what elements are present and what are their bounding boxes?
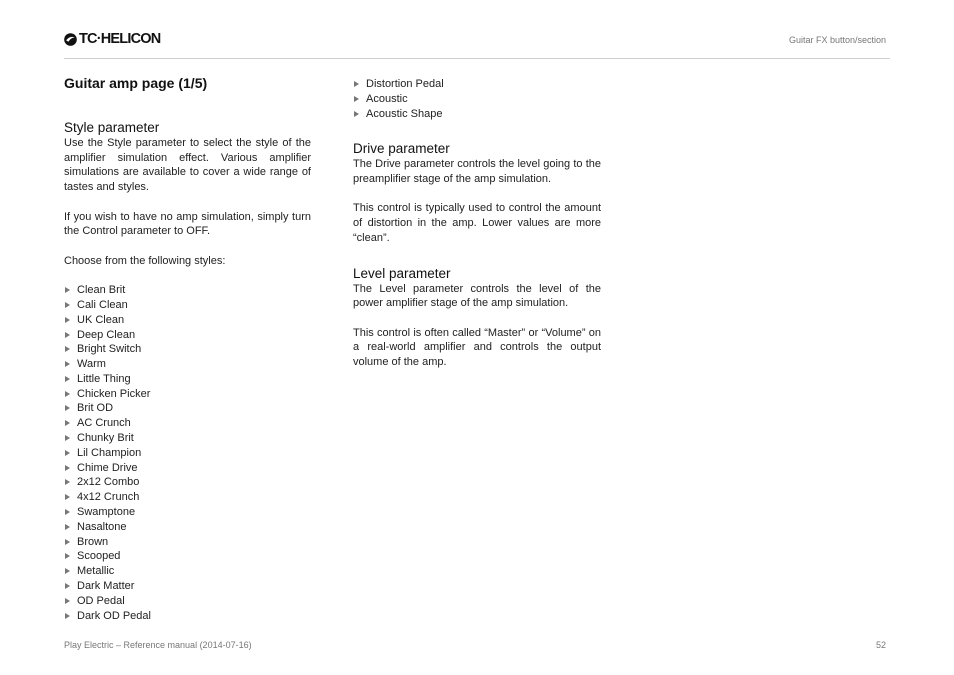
bullet-triangle-icon bbox=[65, 317, 70, 323]
level-paragraph-1: The Level parameter controls the level of the power amplifier stage of the amp simulation. bbox=[353, 282, 601, 310]
bullet-triangle-icon bbox=[354, 96, 359, 102]
bullet-triangle-icon bbox=[65, 568, 70, 574]
list-item-label: Chicken Picker bbox=[77, 387, 151, 400]
list-item-label: Brit OD bbox=[77, 402, 114, 415]
brand-logo bbox=[64, 31, 160, 47]
list-item bbox=[353, 92, 601, 107]
bullet-triangle-icon bbox=[65, 376, 70, 382]
bullet-triangle-icon bbox=[354, 111, 359, 117]
list-item-label: Chunky Brit bbox=[77, 432, 134, 445]
list-item-label: Cali Clean bbox=[77, 298, 128, 311]
list-item-label: Scooped bbox=[77, 550, 121, 563]
bullet-triangle-icon bbox=[65, 479, 70, 485]
list-item bbox=[64, 579, 311, 594]
bullet-triangle-icon bbox=[65, 302, 70, 308]
style-paragraph-2: If you wish to have no amp simulation, simply turn the Control parameter to OFF. bbox=[64, 210, 311, 238]
list-item-label: Little Thing bbox=[77, 372, 131, 385]
list-item-label: Warm bbox=[77, 358, 106, 371]
list-item-label: Dark Matter bbox=[77, 580, 135, 593]
bullet-triangle-icon bbox=[65, 287, 70, 293]
list-item-label: Metallic bbox=[77, 565, 115, 578]
styles-list-continued bbox=[353, 77, 601, 121]
drive-paragraph-1: The Drive parameter controls the level going to the preamplifier stage of the amp simulation. bbox=[353, 158, 601, 186]
list-item bbox=[64, 372, 311, 387]
bullet-triangle-icon bbox=[65, 346, 70, 352]
list-item bbox=[64, 431, 311, 446]
list-item-label: Distortion Pedal bbox=[366, 78, 444, 90]
list-item bbox=[64, 564, 311, 579]
logo-text: TC·HELICON bbox=[79, 31, 161, 47]
styles-list bbox=[64, 283, 311, 623]
list-item-label: Lil Champion bbox=[77, 446, 142, 459]
list-item bbox=[64, 416, 311, 431]
list-item bbox=[64, 535, 311, 550]
bullet-triangle-icon bbox=[65, 405, 70, 411]
page-title: Guitar amp page (1/5) bbox=[64, 75, 208, 91]
bullet-triangle-icon bbox=[354, 81, 359, 87]
list-item bbox=[64, 609, 311, 624]
list-item bbox=[64, 520, 311, 535]
bullet-triangle-icon bbox=[65, 539, 70, 545]
list-item bbox=[64, 283, 311, 298]
level-paragraph-2: This control is often called “Master” or “Volume” on a real-world amplifier and controls the output volume of the amp. bbox=[353, 326, 601, 369]
list-item bbox=[64, 357, 311, 372]
bullet-triangle-icon bbox=[65, 509, 70, 515]
list-item bbox=[64, 446, 311, 461]
list-item bbox=[64, 549, 311, 564]
footer-page-number: 52 bbox=[875, 640, 886, 650]
list-item-label: Deep Clean bbox=[77, 328, 136, 341]
level-heading: Level parameter bbox=[353, 265, 451, 281]
logo-mark-icon bbox=[64, 33, 77, 46]
header-divider bbox=[64, 58, 890, 59]
list-item-label: Swamptone bbox=[77, 506, 136, 519]
bullet-triangle-icon bbox=[65, 583, 70, 589]
list-item bbox=[64, 594, 311, 609]
list-item-label: Acoustic Shape bbox=[366, 107, 443, 120]
list-item bbox=[64, 461, 311, 476]
list-item bbox=[64, 313, 311, 328]
right-column bbox=[353, 77, 601, 370]
list-item bbox=[64, 401, 311, 416]
left-column bbox=[64, 74, 311, 623]
bullet-triangle-icon bbox=[65, 465, 70, 471]
list-item bbox=[64, 505, 311, 520]
bullet-triangle-icon bbox=[65, 420, 70, 426]
bullet-triangle-icon bbox=[65, 553, 70, 559]
bullet-triangle-icon bbox=[65, 361, 70, 367]
section-label: Guitar FX button/section bbox=[788, 35, 886, 45]
list-item-label: UK Clean bbox=[77, 313, 125, 326]
bullet-triangle-icon bbox=[65, 435, 70, 441]
list-item bbox=[353, 77, 601, 92]
style-paragraph-1: Use the Style parameter to select the style of the amplifier simulation effect. Various amplifier simulations are available to cover a wide range of tastes and styles. bbox=[64, 137, 311, 194]
bullet-triangle-icon bbox=[65, 450, 70, 456]
list-item bbox=[64, 490, 311, 505]
list-item-label: Dark OD Pedal bbox=[77, 609, 151, 622]
list-item-label: AC Crunch bbox=[77, 417, 131, 430]
list-item bbox=[353, 107, 601, 122]
drive-paragraph-2: This control is typically used to control the amount of distortion in the amp. Lower values are more “clean”. bbox=[353, 202, 601, 244]
bullet-triangle-icon bbox=[65, 332, 70, 338]
list-item bbox=[64, 342, 311, 357]
list-item bbox=[64, 475, 311, 490]
drive-heading: Drive parameter bbox=[353, 141, 450, 157]
bullet-triangle-icon bbox=[65, 494, 70, 500]
style-paragraph-3: Choose from the following styles: bbox=[64, 255, 226, 268]
list-item-label: Brown bbox=[77, 535, 109, 548]
style-heading: Style parameter bbox=[64, 120, 160, 135]
bullet-triangle-icon bbox=[65, 391, 70, 397]
footer-doc-title: Play Electric – Reference manual (2014-07-16) bbox=[64, 640, 252, 650]
bullet-triangle-icon bbox=[65, 613, 70, 619]
bullet-triangle-icon bbox=[65, 524, 70, 530]
list-item-label: 4x12 Crunch bbox=[77, 491, 140, 504]
list-item bbox=[64, 387, 311, 402]
list-item bbox=[64, 328, 311, 343]
list-item-label: Nasaltone bbox=[77, 520, 127, 533]
list-item-label: 2x12 Combo bbox=[77, 476, 140, 489]
list-item-label: OD Pedal bbox=[77, 594, 125, 607]
list-item-label: Bright Switch bbox=[77, 343, 142, 356]
list-item-label: Acoustic bbox=[366, 92, 408, 105]
bullet-triangle-icon bbox=[65, 598, 70, 604]
list-item-label: Chime Drive bbox=[77, 461, 138, 474]
list-item bbox=[64, 298, 311, 313]
list-item-label: Clean Brit bbox=[77, 284, 126, 297]
